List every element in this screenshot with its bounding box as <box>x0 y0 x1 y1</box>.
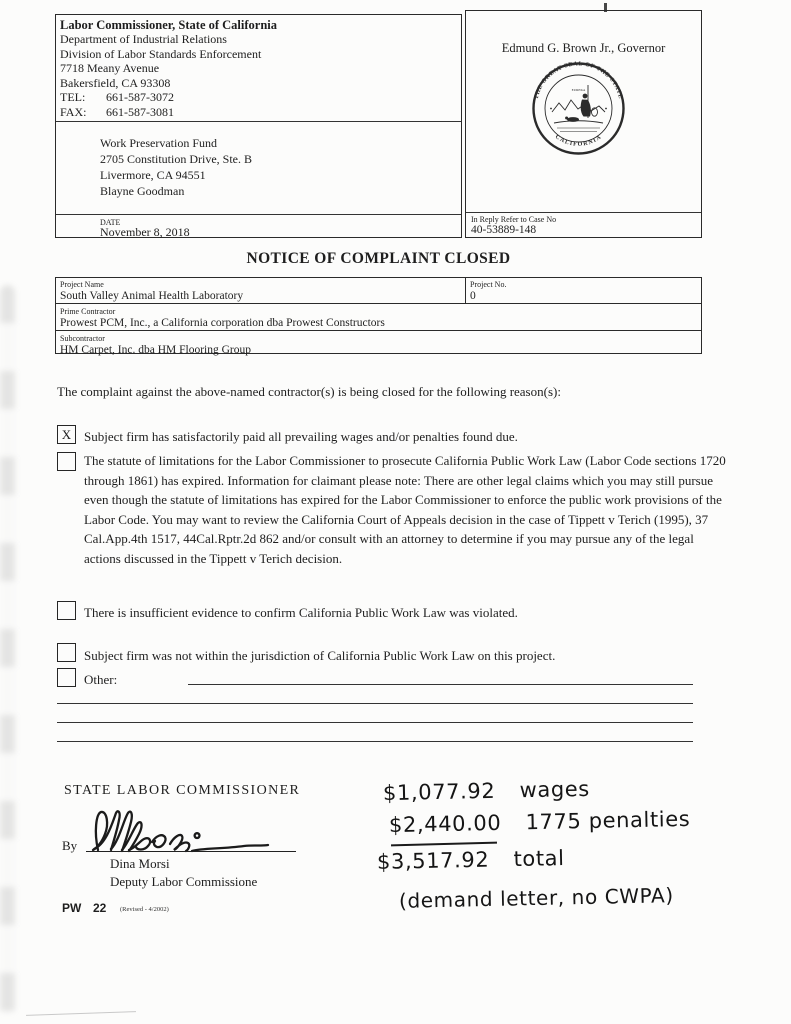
prime-contractor-value: Prowest PCM, Inc., a California corporation dba Prowest Constructors <box>60 316 385 329</box>
reason-checkbox[interactable] <box>57 452 76 471</box>
project-no-label: Project No. <box>470 280 507 289</box>
agency-fax-row <box>60 105 455 120</box>
fax-label: FAX: <box>60 104 87 119</box>
svg-text:THE GREAT SEAL OF THE STATE <box>534 61 623 99</box>
agency-block <box>60 18 455 119</box>
reason-text: Other: <box>84 672 118 687</box>
letterhead-divider <box>56 121 461 122</box>
letterhead-box <box>55 14 462 238</box>
scan-corner-artifact <box>26 1011 136 1016</box>
agency-name: Labor Commissioner, State of California <box>60 18 278 32</box>
wages-amount: $1,077.92 <box>382 778 496 806</box>
blank-line <box>57 741 693 742</box>
project-name-value: South Valley Animal Health Laboratory <box>60 290 244 302</box>
addressee-contact: Blayne Goodman <box>100 184 185 198</box>
california-state-seal <box>530 60 627 157</box>
subcontractor-label: Subcontractor <box>60 333 105 343</box>
prime-contractor-row <box>56 305 701 331</box>
signer-title: Deputy Labor Commissione <box>110 874 258 889</box>
agency-city: Bakersfield, CA 93308 <box>60 75 171 90</box>
addressee-org: Work Preservation Fund <box>100 136 218 150</box>
document-title: NOTICE OF COMPLAINT CLOSED <box>246 250 511 267</box>
seal-bottom-text: CALIFORNIA <box>553 134 604 148</box>
reason-text: There is insufficient evidence to confirm California Public Work Law was violated. <box>84 605 518 620</box>
prime-contractor-label: Prime Contractor <box>60 306 116 316</box>
case-ref-label: In Reply Refer to Case No <box>471 215 557 224</box>
project-no-cell <box>465 278 701 303</box>
date-divider <box>56 214 461 215</box>
project-name-label: Project Name <box>60 280 104 289</box>
other-blank-line <box>188 684 693 685</box>
reason-text: Subject firm was not within the jurisdiction of California Public Work Law on this project. <box>84 648 556 663</box>
addressee-city: Livermore, CA 94551 <box>100 168 206 182</box>
wages-label: wages <box>519 776 591 803</box>
case-divider <box>466 212 701 213</box>
addressee-street: 2705 Constitution Drive, Ste. B <box>100 152 253 166</box>
reason-checkbox[interactable] <box>57 643 76 662</box>
seal-motto: EUREKA <box>571 88 586 92</box>
project-row <box>56 278 701 304</box>
signature-by-label: By <box>62 838 78 853</box>
agency-division: Division of Labor Standards Enforcement <box>60 46 262 61</box>
fax-value: 661-587-3081 <box>106 104 174 119</box>
reason-checkbox-checked[interactable] <box>57 425 76 444</box>
reason-text: Subject firm has satisfactorily paid all prevailing wages and/or penalties found due. <box>84 429 518 444</box>
penalties-label: 1775 penalties <box>525 806 691 835</box>
handwritten-note: (demand letter, no CWPA) <box>398 883 674 913</box>
intro-text: The complaint against the above-named contractor(s) is being closed for the following reason(s): <box>57 384 561 399</box>
tel-label: TEL: <box>60 90 86 105</box>
form-code: PW <box>62 901 82 915</box>
checkbox-x-mark: X <box>61 427 72 442</box>
signer-name: Dina Morsi <box>110 856 170 871</box>
agency-street: 7718 Meany Avenue <box>60 61 160 76</box>
addressee-block <box>100 135 252 199</box>
date-value: November 8, 2018 <box>100 225 190 239</box>
governor-name: Edmund G. Brown Jr., Governor <box>501 41 666 55</box>
case-number: 40-53889-148 <box>471 224 537 236</box>
scan-edge-smudge <box>0 285 15 1015</box>
form-revision: (Revised - 4/2002) <box>120 906 169 913</box>
penalties-amount: $2,440.00 <box>388 810 502 838</box>
subcontractor-value: HM Carpet, Inc. dba HM Flooring Group <box>60 343 252 356</box>
agency-tel-row <box>60 90 455 105</box>
reason-checkbox[interactable] <box>57 601 76 620</box>
handwritten-wages-row <box>383 777 590 805</box>
project-no-value: 0 <box>470 290 476 302</box>
seal-top-text: THE GREAT SEAL OF THE STATE <box>533 61 624 100</box>
tel-value: 661-587-3072 <box>106 90 174 105</box>
project-table <box>55 277 702 354</box>
agency-dept: Department of Industrial Relations <box>60 32 227 47</box>
blank-line <box>57 703 693 704</box>
handwritten-penalties-row <box>389 807 691 837</box>
date-label: DATE <box>100 218 121 227</box>
form-number: 22 <box>93 901 107 915</box>
reason-checkbox[interactable] <box>57 668 76 687</box>
svg-text:CALIFORNIA <box>554 134 603 148</box>
seal-figures <box>550 94 607 122</box>
signature-org: STATE LABOR COMMISSIONER <box>64 783 301 798</box>
subcontractor-row <box>56 332 701 354</box>
total-amount: $3,517.92 <box>376 847 490 874</box>
blank-line <box>57 722 693 723</box>
handwritten-total-row <box>377 846 565 874</box>
handwritten-sum-line <box>391 842 497 847</box>
total-label: total <box>513 846 565 872</box>
signature-line <box>86 851 296 852</box>
reason-text: The statute of limitations for the Labor Commissioner to prosecute California Public Work Law (Labor Code sections 1720 through 1861) has expired. Information for claimant please note: There are other legal claims which you may still pursue even though the statute of limitations has expired for the Labor Commissioner to enforce the public work provisions of the Labor Code. You may want to review the California Court of Appeals decision in the case of Tippett v Terich (1995), 37 Cal.App.4th 1517, 44Cal.Rptr.2d 862 and/or consult with an attorney to determine if you may pursue any of the legal actions discussed in the Tippett v Terich decision. <box>84 453 726 566</box>
project-name-cell <box>56 278 465 303</box>
